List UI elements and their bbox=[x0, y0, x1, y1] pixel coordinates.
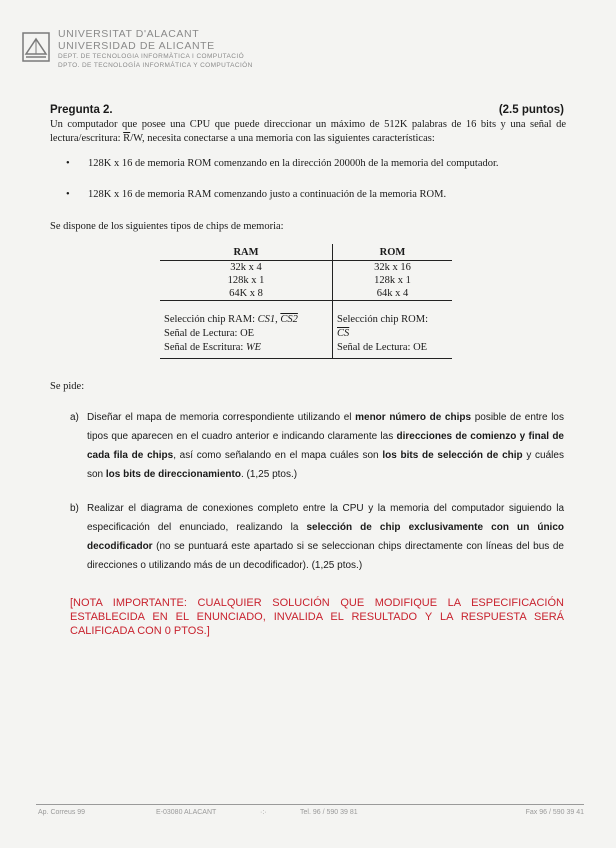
part-b-bold-1: selección de chip exclusivamente con un único decodificador bbox=[87, 522, 565, 552]
part-a-bold-2: direcciones de comienzo y final de cada fila de chips bbox=[87, 431, 564, 461]
part-a-text-5: . (1,25 ptos.) bbox=[240, 469, 298, 480]
footer-phone: Tel. 96 / 590 39 81 bbox=[300, 809, 358, 816]
question-heading bbox=[50, 104, 564, 116]
list-item bbox=[66, 188, 566, 202]
ram-cs2-signal: CS2 bbox=[280, 314, 298, 325]
table-row bbox=[160, 301, 452, 359]
university-logo-icon bbox=[22, 32, 50, 62]
table-row bbox=[160, 261, 452, 275]
part-a-label: a) bbox=[70, 412, 79, 423]
bullet-icon: • bbox=[66, 158, 70, 169]
part-a-text-4: y cuáles son bbox=[87, 450, 564, 480]
footer-separator: ·:· bbox=[260, 809, 267, 816]
rom-read-signal: Señal de Lectura: OE bbox=[337, 342, 428, 353]
requirement-rom: 128K x 16 de memoria ROM comenzando en la dirección 20000h de la memoria del computador. bbox=[88, 158, 499, 169]
ram-cs-separator: , bbox=[275, 314, 281, 325]
part-a-text bbox=[87, 408, 564, 484]
rom-capacity-3: 64k x 4 bbox=[376, 288, 409, 299]
ram-capacity-3: 64K x 8 bbox=[160, 287, 333, 301]
part-a-bold-4: los bits de direccionamiento bbox=[105, 469, 241, 480]
important-note: [NOTA IMPORTANTE: CUALQUIER SOLUCIÓN QUE MODIFIQUE LA ESPECIFICACIÓN ESTABLECIDA EN EL ENUNCIADO, INVALIDA EL RESULTADO Y LA RESPUESTA SERÁ CALIFICADA CON 0 PTOS.] bbox=[70, 597, 564, 637]
ram-capacity-1: 32k x 4 bbox=[160, 261, 333, 275]
se-pide-label: Se pide: bbox=[50, 381, 85, 392]
part-b-text-1: Realizar el diagrama de conexiones completo entre la CPU y la memoria del computador siguiendo la especificación del enunciado, realizando la bbox=[87, 503, 564, 533]
university-name-ca: UNIVERSITAT D'ALACANT bbox=[58, 28, 200, 40]
ram-chip-select bbox=[164, 313, 328, 327]
question-title: Pregunta 2. bbox=[50, 104, 113, 116]
ram-signals-cell bbox=[160, 301, 333, 359]
requirement-ram: 128K x 16 de memoria RAM comenzando justo a continuación de la memoria ROM. bbox=[88, 189, 447, 200]
part-b-text-2: (no se puntuará este apartado si se seleccionan chips directamente con líneas del bus de direcciones o utilizando más de un decodificador). (1,25 ptos.) bbox=[87, 541, 564, 571]
question-points: (2.5 puntos) bbox=[498, 104, 564, 116]
part-b-text bbox=[87, 499, 564, 575]
part-a bbox=[70, 408, 564, 484]
ram-cs1-signal: CS1 bbox=[257, 314, 276, 325]
ram-we-signal: WE bbox=[245, 342, 262, 353]
bullet-icon: • bbox=[66, 189, 70, 200]
part-a-bold-3: los bits de selección de chip bbox=[382, 450, 523, 461]
rom-signals-cell bbox=[333, 301, 453, 359]
memory-requirements-list bbox=[66, 157, 566, 219]
rom-capacity-2: 128k x 1 bbox=[374, 275, 411, 286]
part-a-text-1: Diseñar el mapa de memoria correspondiente utilizando el bbox=[87, 412, 356, 423]
table-row bbox=[160, 287, 452, 301]
part-a-text-3: , así como señalando en el mapa cuáles son bbox=[173, 450, 383, 461]
footer-address: Ap. Correus 99 bbox=[38, 809, 86, 816]
rom-chip-select-label: Selección chip ROM: bbox=[337, 314, 428, 325]
ram-capacity-2: 128k x 1 bbox=[160, 274, 333, 287]
rom-cs-signal: $\overline{CS}$ bbox=[337, 328, 350, 339]
ram-column-header: RAM bbox=[160, 244, 333, 261]
footer-divider bbox=[36, 804, 584, 805]
department-name-es: DPTO. DE TECNOLOGÍA INFORMÁTICA Y COMPUTACIÓN bbox=[58, 62, 253, 69]
rom-column-header: ROM bbox=[333, 244, 453, 261]
ram-chip-select-label: Selección chip RAM: bbox=[164, 314, 258, 325]
department-name-ca: DEPT. DE TECNOLOGIA INFORMÀTICA I COMPUTACIÓ bbox=[58, 53, 245, 60]
university-header bbox=[58, 28, 253, 70]
part-a-bold-1: menor número de chips bbox=[355, 412, 472, 423]
chip-types-table bbox=[160, 244, 452, 359]
ram-write-signal bbox=[164, 341, 328, 355]
rom-capacity-1: 32k x 16 bbox=[374, 262, 411, 273]
intro-text-a: Un computador que posee una CPU que puede direccionar un máximo de 512K palabras de 16 bits y una señal de lectura/escritura: bbox=[50, 119, 566, 144]
chip-types-intro: Se dispone de los siguientes tipos de chips de memoria: bbox=[50, 221, 284, 232]
intro-text-b: /W, necesita conectarse a una memoria con las siguientes características: bbox=[130, 133, 435, 144]
part-b bbox=[70, 499, 564, 575]
part-b-label: b) bbox=[70, 503, 79, 514]
footer-fax: Fax 96 / 590 39 41 bbox=[525, 809, 584, 816]
ram-write-label: Señal de Escritura: bbox=[164, 342, 246, 353]
ram-read-signal: Señal de Lectura: OE bbox=[164, 328, 255, 339]
university-name-es: UNIVERSIDAD DE ALICANTE bbox=[58, 40, 215, 52]
question-intro bbox=[50, 118, 566, 146]
part-a-text-2: posible de entre los tipos que aparecen en el cuadro anterior e indicando claramente las bbox=[87, 412, 564, 442]
list-item bbox=[66, 157, 566, 171]
table-row bbox=[160, 274, 452, 287]
footer-postal: E-03080 ALACANT bbox=[156, 809, 217, 816]
read-signal-symbol: $\overline{R}$ bbox=[123, 133, 131, 144]
